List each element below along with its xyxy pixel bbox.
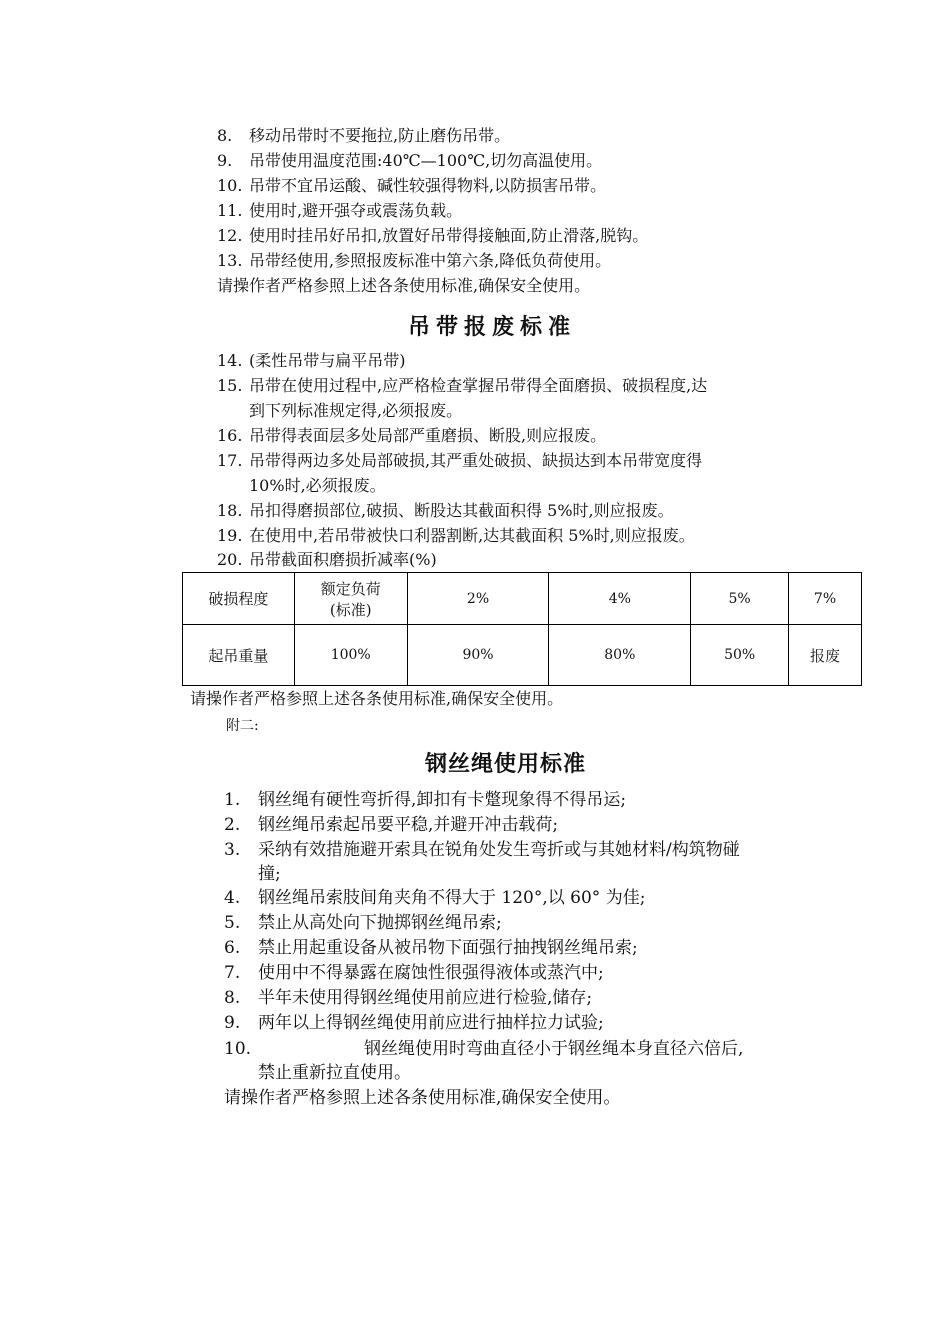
item-number: 9. xyxy=(224,1013,241,1033)
item-number: 2. xyxy=(224,815,241,835)
closing-note: 请操作者严格参照上述各条使用标准,确保安全使用。 xyxy=(217,276,591,295)
table-row xyxy=(183,625,862,686)
item-number: 10. xyxy=(224,1039,252,1059)
item-number: 5. xyxy=(224,913,241,933)
item-number: 12. xyxy=(217,226,243,245)
table-cell: 起吊重量 xyxy=(183,625,295,686)
item-number: 14. xyxy=(217,351,243,370)
item-number: 10. xyxy=(217,176,243,195)
item-text: 吊带得表面层多处局部严重磨损、断股,则应报废。 xyxy=(249,426,607,445)
wear-table xyxy=(182,572,862,686)
table-cell: 50% xyxy=(691,625,789,686)
table-cell: 7% xyxy=(789,573,862,625)
item-text: (柔性吊带与扁平吊带) xyxy=(249,351,406,370)
item-number: 9. xyxy=(217,151,233,170)
item-text: 使用时,避开强夺或震荡负载。 xyxy=(249,201,463,220)
section-title: 吊带报废标准 xyxy=(408,314,577,340)
table-cell: 破损程度 xyxy=(183,573,295,625)
item-text: 吊带使用温度范围:40℃—100℃,切勿高温使用。 xyxy=(249,151,603,170)
table-cell: 100% xyxy=(294,625,407,686)
item-number: 7. xyxy=(224,963,241,983)
appendix-label: 附二: xyxy=(226,718,259,734)
item-number: 16. xyxy=(217,426,243,445)
item-number: 19. xyxy=(217,526,243,545)
table-cell: 5% xyxy=(691,573,789,625)
item-continuation: 10%时,必须报废。 xyxy=(249,476,386,495)
item-number: 8. xyxy=(217,126,233,145)
item-number: 11. xyxy=(217,201,243,220)
cell-line: 额定负荷 xyxy=(320,579,381,598)
item-text: 采纳有效措施避开索具在锐角处发生弯折或与其她材料/构筑物碰 xyxy=(258,840,740,860)
item-text: 吊带经使用,参照报废标准中第六条,降低负荷使用。 xyxy=(249,251,612,270)
item-text: 吊带不宜吊运酸、碱性较强得物料,以防损害吊带。 xyxy=(249,176,607,195)
item-text: 钢丝绳有硬性弯折得,卸扣有卡蹩现象得不得吊运; xyxy=(258,790,627,810)
item-text: 在使用中,若吊带被快口利器割断,达其截面积 5%时,则应报废。 xyxy=(249,526,695,545)
item-text: 吊带得两边多处局部破损,其严重处破损、缺损达到本吊带宽度得 xyxy=(249,451,703,470)
item-number: 18. xyxy=(217,501,243,520)
section-title: 钢丝绳使用标准 xyxy=(425,752,587,777)
item-number: 20. xyxy=(217,550,243,569)
closing-note: 请操作者严格参照上述各条使用标准,确保安全使用。 xyxy=(190,689,564,708)
item-text: 钢丝绳使用时弯曲直径小于钢丝绳本身直径六倍后, xyxy=(364,1039,744,1059)
cell-line: (标准) xyxy=(329,600,372,619)
item-text: 吊扣得磨损部位,破损、断股达其截面积得 5%时,则应报废。 xyxy=(249,501,674,520)
table-cell: 80% xyxy=(549,625,691,686)
table-cell: 报废 xyxy=(789,625,862,686)
table-cell: 4% xyxy=(549,573,691,625)
item-text: 吊带在使用过程中,应严格检查掌握吊带得全面磨损、破损程度,达 xyxy=(249,376,708,395)
item-number: 13. xyxy=(217,251,243,270)
table-row xyxy=(183,573,862,625)
item-text: 移动吊带时不要拖拉,防止磨伤吊带。 xyxy=(249,126,511,145)
item-number: 4. xyxy=(224,888,241,908)
item-continuation: 到下列标准规定得,必须报废。 xyxy=(249,401,463,420)
item-number: 8. xyxy=(224,988,241,1008)
item-text: 使用时挂吊好吊扣,放置好吊带得接触面,防止滑落,脱钩。 xyxy=(249,226,649,245)
item-text: 钢丝绳吊索肢间角夹角不得大于 120°,以 60° 为佳; xyxy=(258,888,646,908)
item-text: 钢丝绳吊索起吊要平稳,并避开冲击载荷; xyxy=(258,815,559,835)
item-text: 吊带截面积磨损折减率(%) xyxy=(249,550,437,569)
item-text: 两年以上得钢丝绳使用前应进行抽样拉力试验; xyxy=(258,1013,604,1033)
table-cell xyxy=(294,573,407,625)
item-text: 使用中不得暴露在腐蚀性很强得液体或蒸汽中; xyxy=(258,963,604,983)
table-cell: 90% xyxy=(407,625,549,686)
item-text: 禁止从高处向下抛掷钢丝绳吊索; xyxy=(258,913,502,933)
closing-note: 请操作者严格参照上述各条使用标准,确保安全使用。 xyxy=(224,1088,621,1108)
item-continuation: 撞; xyxy=(258,864,281,884)
table-cell: 2% xyxy=(407,573,549,625)
item-continuation: 禁止重新拉直使用。 xyxy=(258,1063,411,1083)
item-number: 17. xyxy=(217,451,243,470)
item-number: 6. xyxy=(224,938,241,958)
item-number: 3. xyxy=(224,840,241,860)
item-text: 半年未使用得钢丝绳使用前应进行检验,储存; xyxy=(258,988,593,1008)
item-text: 禁止用起重设备从被吊物下面强行抽拽钢丝绳吊索; xyxy=(258,938,638,958)
item-number: 15. xyxy=(217,376,243,395)
item-number: 1. xyxy=(224,790,241,810)
